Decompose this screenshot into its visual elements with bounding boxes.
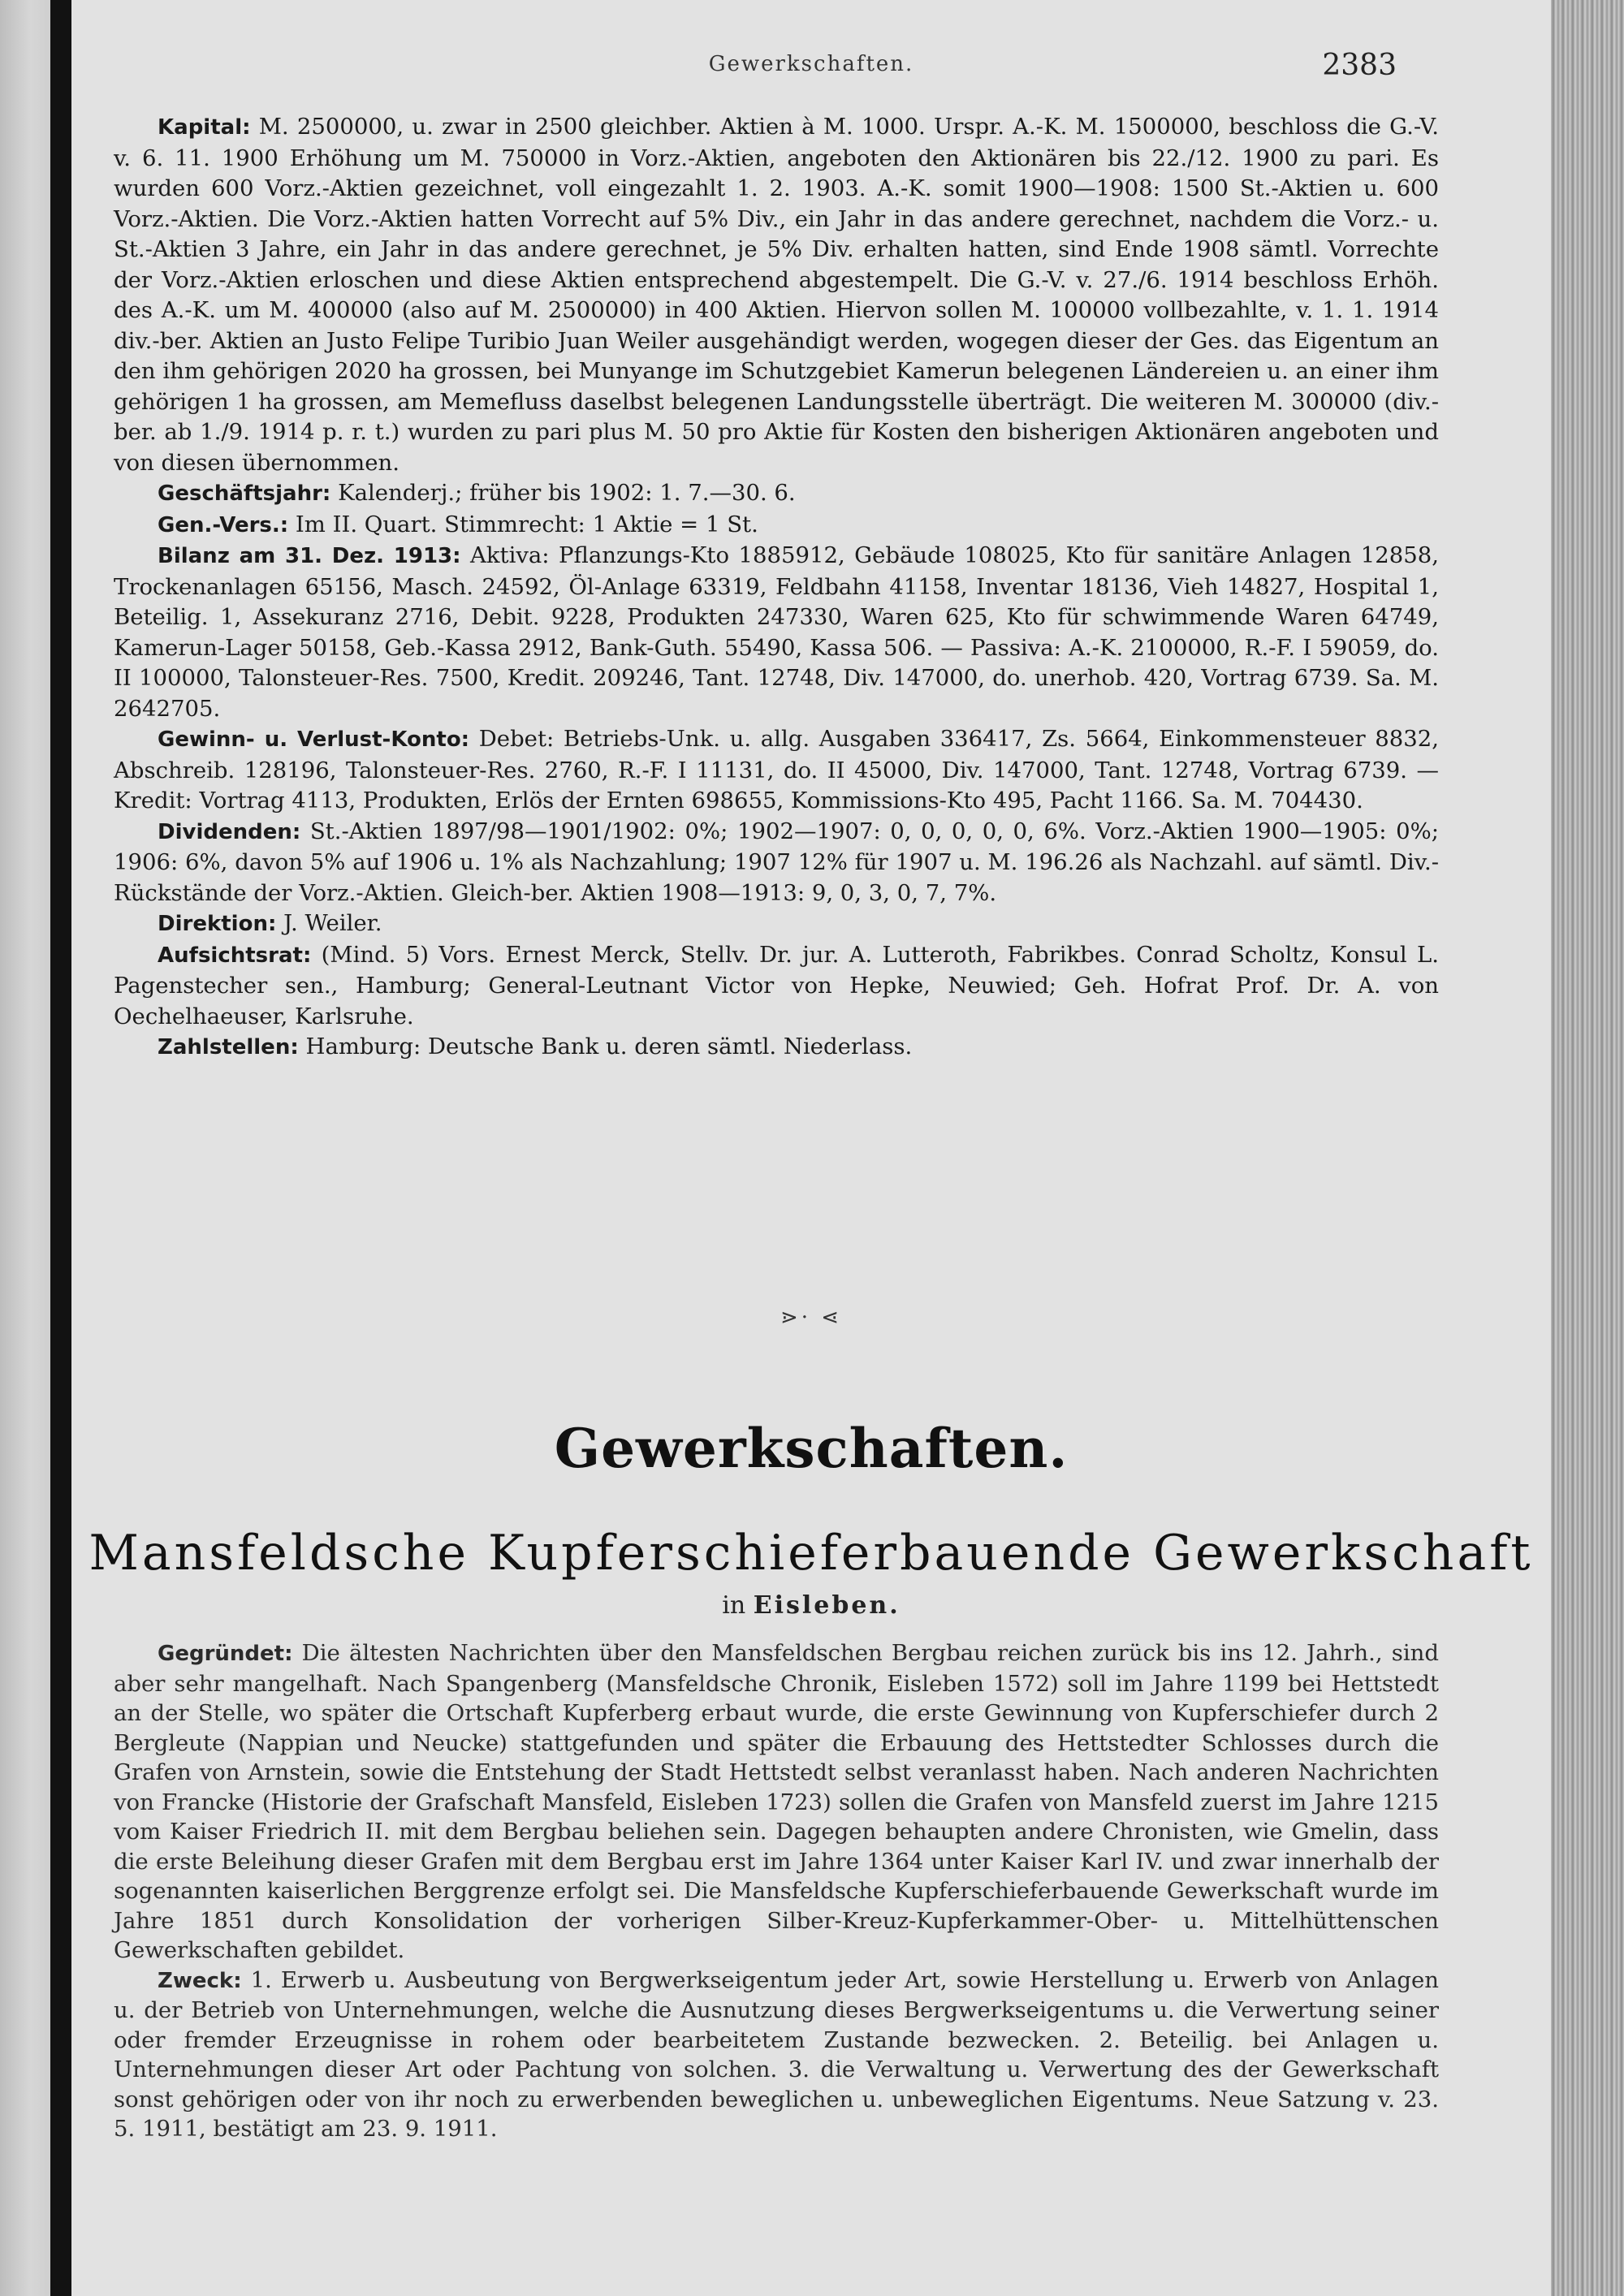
entry-text: J. Weiler.: [276, 910, 382, 936]
company-entry-continued: [114, 112, 1439, 1064]
scan-left-margin: [0, 0, 50, 2296]
running-head: Gewerkschaften.: [708, 52, 914, 76]
entry-text: St.-Aktien 1897/98—1901/1902: 0%; 1902—1907: 0, 0, 0, 0, 0, 6%. Vorz.-Aktien 1900—1905: 0%; 1906: 6%, davon 5% auf 1906 u. 1% als Nachzahlung; 1907 12% für 1907 u. M. 196.26 als Nachzahl. auf sämtl. Div.-Rückstände der Vorz.-Aktien. Gleich-ber. Aktien 1908—1913: 9, 0, 3, 0, 7, 7%.: [114, 818, 1439, 906]
book-spine-shadow: [50, 0, 71, 2296]
entry-text: Die ältesten Nachrichten über den Mansfeldschen Bergbau reichen zurück bis ins 12. Jahrh., sind aber sehr mangelhaft. Nach Spangenberg (Mansfeldsche Chronik, Eisleben 1572) soll im Jahre 1199 bei Hettstedt an der Stelle, wo später die Ortschaft Kupferberg erbaut wurde, die erste Gewinnung von Kupferschiefer durch 2 Bergleute (Nappian und Neucke) stattgefunden und später die Erbauung des Hettstedter Schlosses durch die Grafen von Arnstein, sowie die Entstehung der Stadt Hettstedt selbst veranlasst haben. Nach anderen Nachrichten von Francke (Historie der Grafschaft Mansfeld, Eisleben 1723) sollen die Grafen von Mansfeld zuerst im Jahre 1215 vom Kaiser Friedrich II. mit dem Bergbau beliehen sein. Dagegen behaupten andere Chronisten, wie Gmelin, dass die erste Beleihung dieser Grafen mit dem Bergbau erst im Jahre 1364 unter Kaiser Karl IV. und zwar innerhalb der sogenannten kaiserlichen Berggrenze erfolgt sei. Die Mansfeldsche Kupferschieferbauende Gewerkschaft wurde im Jahre 1851 durch Konsolidation der vorherigen Silber-Kreuz-Kupferkammer-Ober- u. Mittelhüttenschen Gewerkschaften gebildet.: [114, 1640, 1439, 1963]
company-location: [71, 1591, 1551, 1620]
entry-label: Aufsichtsrat:: [158, 943, 312, 968]
entry-gen-vers: [114, 510, 1439, 542]
entry-label: Gegründet:: [158, 1642, 293, 1666]
section-title: Gewerkschaften.: [554, 1417, 1069, 1480]
page-number: 2383: [1322, 49, 1397, 82]
entry-text: (Mind. 5) Vors. Ernest Merck, Stellv. Dr. jur. A. Lutteroth, Fabrikbes. Conrad Scholtz, Konsul L. Pagenstecher sen., Hamburg; General-Leutnant Victor von Hepke, Neuwied; Geh. Hofrat Prof. Dr. A. von Oechelhaeuser, Karlsruhe.: [114, 941, 1439, 1029]
location-city: Eisleben.: [753, 1591, 901, 1620]
entry-geschaeftsjahr: [114, 478, 1439, 510]
company-name: Mansfeldsche Kupferschieferbauende Gewerkschaft: [89, 1525, 1534, 1582]
entry-label: Geschäftsjahr:: [158, 481, 331, 506]
entry-label: Gewinn- u. Verlust-Konto:: [158, 727, 470, 752]
entry-dividenden: [114, 817, 1439, 909]
entry-label: Direktion:: [158, 912, 277, 936]
entry-text: M. 2500000, u. zwar in 2500 gleichber. Aktien à M. 1000. Urspr. A.-K. M. 1500000, beschloss die G.-V. v. 6. 11. 1900 Erhöhung um M. 750000 in Vorz.-Aktien, angeboten den Aktionären bis 22./12. 1900 zu pari. Es wurden 600 Vorz.-Aktien gezeichnet, voll eingezahlt 1. 2. 1903. A.-K. somit 1900—1908: 1500 St.-Aktien u. 600 Vorz.-Aktien. Die Vorz.-Aktien hatten Vorrecht auf 5% Div., ein Jahr in das andere gerechnet, nachdem die Vorz.- u. St.-Aktien 3 Jahre, ein Jahr in das andere gerechnet, je 5% Div. erhalten hatten, sind Ende 1908 sämtl. Vorrechte der Vorz.-Aktien erloschen und diese Aktien entsprechend abgestempelt. Die G.-V. v. 27./6. 1914 beschloss Erhöh. des A.-K. um M. 400000 (also auf M. 2500000) in 400 Aktien. Hiervon sollen M. 100000 vollbezahlte, v. 1. 1. 1914 div.-ber. Aktien an Justo Felipe Turibio Juan Weiler ausgehändigt werden, wogegen dieser der Ges. das Eigentum an den ihm gehörigen 2020 ha grossen, bei Munyange im Schutzgebiet Kamerun belegenen Ländereien u. an einer ihm gehörigen 1 ha grossen, am Memefluss daselbst belegenen Landungsstelle überträgt. Die weiteren M. 300000 (div.-ber. ab 1./9. 1914 p. r. t.) wurden zu pari plus M. 50 pro Aktie für Kosten den bisherigen Aktionären angeboten und von diesen übernommen.: [114, 114, 1439, 476]
entry-text: Aktiva: Pflanzungs-Kto 1885912, Gebäude 108025, Kto für sanitäre Anlagen 12858, Trockenanlagen 65156, Masch. 24592, Öl-Anlage 63319, Feldbahn 41158, Inventar 18136, Vieh 14827, Hospital 1, Beteilig. 1, Assekuranz 2716, Debit. 9228, Produkten 247330, Waren 625, Kto für schwimmende Waren 64749, Kamerun-Lager 50158, Geb.-Kassa 2912, Bank-Guth. 55490, Kassa 506. — Passiva: A.-K. 2100000, R.-F. I 59059, do. II 100000, Talonsteuer-Res. 7500, Kredit. 209246, Tant. 12748, Div. 147000, do. unerhob. 420, Vortrag 6739. Sa. M. 2642705.: [114, 542, 1440, 722]
entry-text: 1. Erwerb u. Ausbeutung von Bergwerkseigentum jeder Art, sowie Herstellung u. Erwerb von Anlagen u. der Betrieb von Unternehmungen, welche die Ausnutzung dieses Bergwerkseigentums u. die Verwertung seiner oder fremder Erzeugnisse in rohem oder bearbeitetem Zustande bezwecken. 2. Beteilig. bei Anlagen u. Unternehmungen dieser Art oder Pachtung von solchen. 3. die Verwaltung u. Verwertung des der Gewerkschaft sonst gehörigen oder von ihr noch zu erwerbenden beweglichen u. unbeweglichen Eigentums. Neue Satzung v. 23. 5. 1911, bestätigt am 23. 9. 1911.: [114, 1966, 1439, 2142]
entry-gegruendet: [114, 1638, 1439, 1966]
page-header: [71, 49, 1551, 81]
entry-text: Kalenderj.; früher bis 1902: 1. 7.—30. 6.: [330, 480, 796, 506]
entry-label: Dividenden:: [158, 819, 301, 844]
entry-bilanz: [114, 541, 1439, 724]
section-ornament: ⋗· ⋖: [780, 1306, 843, 1330]
book-page: [71, 0, 1551, 2296]
entry-zahlstellen: [114, 1032, 1439, 1064]
entry-label: Zweck:: [158, 1968, 242, 1993]
entry-text: Im II. Quart. Stimmrecht: 1 Aktie = 1 St.: [288, 511, 758, 537]
entry-kapital: [114, 112, 1439, 478]
entry-text: Debet: Betriebs-Unk. u. allg. Ausgaben 336417, Zs. 5664, Einkommensteuer 8832, Abschreib. 128196, Talonsteuer-Res. 2760, R.-F. I 11131, do. II 45000, Div. 147000, Tant. 12748, Vortrag 6739. — Kredit: Vortrag 4113, Produkten, Erlös der Ernten 698655, Kommissions-Kto 495, Pacht 1166. Sa. M. 704430.: [114, 726, 1439, 814]
entry-label: Bilanz am 31. Dez. 1913:: [158, 544, 461, 568]
page-stack-edge: [1551, 0, 1624, 2296]
entry-label: Gen.-Vers.:: [158, 512, 289, 537]
entry-direktion: [114, 908, 1439, 940]
entry-label: Kapital:: [158, 115, 251, 140]
entry-aufsichtsrat: [114, 940, 1439, 1033]
location-prefix: in: [722, 1591, 754, 1620]
entry-zweck: [114, 1966, 1439, 2144]
entry-label: Zahlstellen:: [158, 1035, 299, 1060]
entry-gewinn-verlust: [114, 724, 1439, 817]
company-entry-mansfeld: [114, 1638, 1439, 2144]
entry-text: Hamburg: Deutsche Bank u. deren sämtl. Niederlass.: [298, 1034, 913, 1060]
